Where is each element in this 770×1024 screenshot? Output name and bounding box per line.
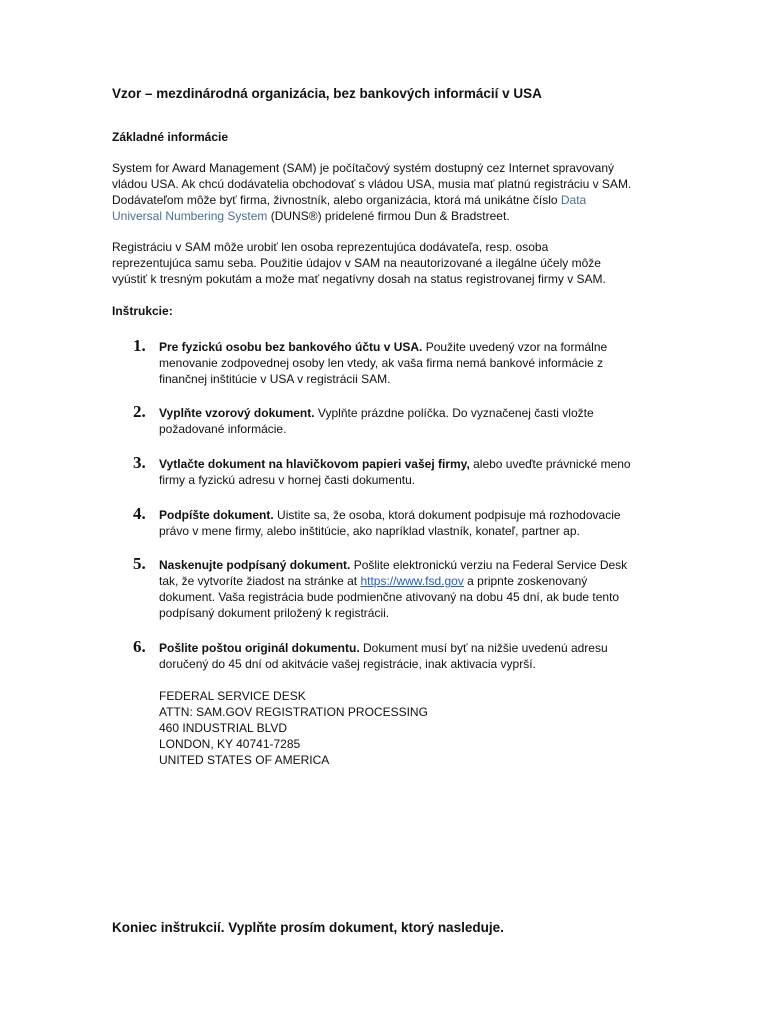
text-line: požadované informácie. — [159, 422, 287, 436]
duns-link-text: Universal Numbering System — [112, 209, 268, 223]
text-line: menovanie zodpovednej osoby len vtedy, ak vaša firma nemá bankové informácie z — [159, 356, 604, 370]
step-title: Podpíšte dokument. — [159, 508, 274, 522]
address-line: FEDERAL SERVICE DESK — [159, 689, 306, 703]
step-number: 2. — [133, 402, 146, 421]
text-segment: (DUNS®) pridelené firmou Dun & Bradstreet. — [267, 209, 510, 223]
step-number: 1. — [133, 336, 146, 355]
step-title: Naskenujte podpísaný dokument. — [159, 558, 351, 572]
text-segment: a pripnte zoskenovaný — [463, 574, 588, 588]
step-number: 4. — [133, 504, 146, 523]
step-number: 5. — [133, 554, 146, 573]
text-line: doručený do 45 dní od akitvácie vašej registrácie, inak aktivacia vyprší. — [159, 657, 536, 671]
step-number: 6. — [133, 637, 146, 656]
basic-info-paragraph-1 — [112, 160, 672, 224]
text-line: finančnej inštitúcie v USA v registrácii SAM. — [159, 372, 391, 386]
text-segment: Vyplňte prázdne políčka. Do vyznačenej časti vložte — [314, 406, 594, 420]
text-segment: Dokument musí byť na nižšie uvedenú adresu — [359, 641, 608, 655]
text-line: podpísaný dokument priložený k registrácii. — [159, 606, 390, 620]
document-title: Vzor – mezdinárodná organizácia, bez bankových informácií v USA — [112, 86, 542, 101]
text-line: Registráciu v SAM môže urobiť len osoba reprezentujúca dodávateľa, resp. osoba — [112, 240, 549, 254]
text-line: vládou USA. Ak chcú dodávatelia obchodovať s vládou USA, musia mať platnú registráciu v SAM. — [112, 177, 632, 191]
mailing-address — [159, 688, 428, 768]
address-line: LONDON, KY 40741-7285 — [159, 737, 301, 751]
text-line: dokument. Vaša registrácia bude podmienčne ativovaný na dobu 45 dní, ak bude tento — [159, 590, 620, 604]
text-segment: tak, že vytvoríte žiadost na stránke at — [159, 574, 361, 588]
address-line: ATTN: SAM.GOV REGISTRATION PROCESSING — [159, 705, 428, 719]
address-line: 460 INDUSTRIAL BLVD — [159, 721, 288, 735]
text-line — [112, 192, 672, 208]
text-line: reprezentujúca samu seba. Použitie údajov v SAM na neautorizované a ilegálne účely môže — [112, 256, 601, 270]
text-line: System for Award Management (SAM) je počítačový systém dostupný cez Internet spravovaný — [112, 161, 615, 175]
text-segment: Použite uvedený vzor na formálne — [422, 340, 608, 354]
basic-info-paragraph-2 — [112, 239, 672, 287]
text-segment: Dodávateľom môže byť firma, živnostník, alebo organizácia, ktorá má unikátne číslo — [112, 193, 561, 207]
text-segment: alebo uveďte právnické meno — [469, 457, 631, 471]
text-line: vyústiť k tresným pokutám a može mať negatívny dosah na status registrovanej firmy v SAM. — [112, 272, 606, 286]
duns-link-text: Data — [560, 193, 587, 207]
step-title: Pošlite poštou originál dokumentu. — [159, 641, 360, 655]
text-segment: Uistite sa, že osoba, ktorá dokument podpisuje má rozhodovacie — [273, 508, 621, 522]
instructions-heading: Inštrukcie: — [112, 304, 173, 318]
text-segment: Pošlite elektronickú verziu na Federal Service Desk — [350, 558, 628, 572]
step-title: Vytlačte dokument na hlavičkovom papieri vašej firmy, — [159, 457, 470, 471]
step-title: Vyplňte vzorový dokument. — [159, 406, 315, 420]
text-line: právo v mene firmy, alebo inštitúcie, ako napríklad vlastník, konateľ, partner ap. — [159, 524, 580, 538]
text-line: firmy a fyzickú adresu v hornej časti dokumentu. — [159, 473, 416, 487]
step-title: Pre fyzickú osobu bez bankového účtu v USA. — [159, 340, 423, 354]
step-number: 3. — [133, 453, 146, 472]
basic-info-heading: Základné informácie — [112, 130, 229, 144]
address-line: UNITED STATES OF AMERICA — [159, 753, 330, 767]
end-of-instructions-note: Koniec inštrukcií. Vyplňte prosím dokument, ktorý nasleduje. — [112, 920, 504, 935]
text-line — [112, 208, 672, 224]
fsd-link[interactable]: https://www.fsd.gov — [360, 574, 464, 588]
